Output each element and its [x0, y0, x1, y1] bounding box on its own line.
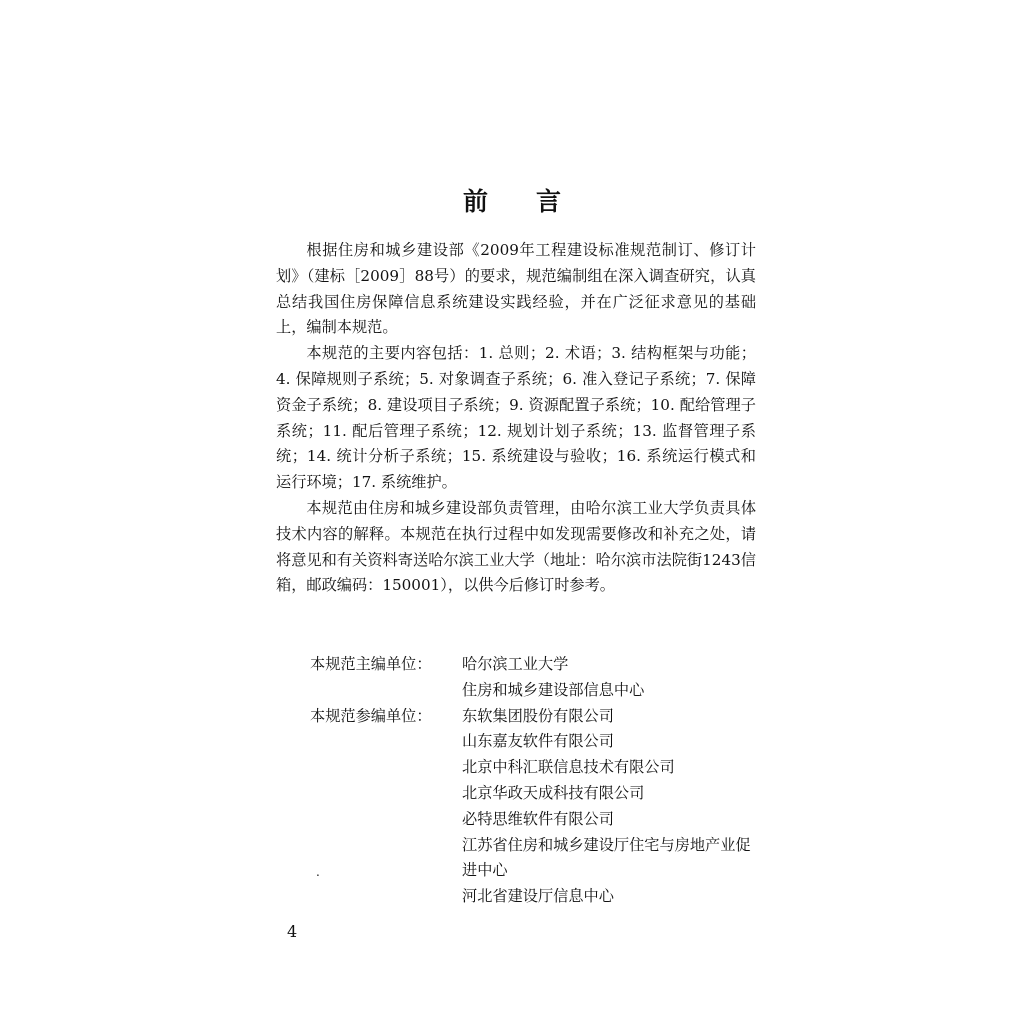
paragraph-background: 根据住房和城乡建设部《2009年工程建设标准规范制订、修订计划》（建标［2009］88号）的要求，规范编制组在深入调查研究，认真总结我国住房保障信息系统建设实践经验，并在广泛征求意见的基础上，编制本规范。: [276, 241, 756, 337]
chief-units-label: 本规范主编单位：: [310, 655, 432, 673]
list-item: 住房和城乡建设部信息中心: [462, 680, 645, 699]
paragraph-contents: 本规范的主要内容包括：1. 总则；2. 术语；3. 结构框架与功能；4. 保障规则子系统；5. 对象调查子系统；6. 准入登记子系统；7. 保障资金子系统；8. 建设项目子系统；9. 资源配置子系统；10. 配给管理子系统；11. 配后管理子系统；12. 规划计划子系统；13. 监督管理子系统；14. 统计分析子系统；15. 系统建设与验收；16. 系统运行模式和运行环境；17. 系统维护。: [276, 344, 756, 492]
preface-body: [276, 238, 756, 599]
list-item: 北京华政天成科技有限公司: [462, 783, 645, 802]
stray-mark: .: [316, 865, 320, 879]
list-item: 河北省建设厅信息中心: [462, 887, 614, 906]
participating-units-list: [462, 704, 756, 910]
list-item: 哈尔滨工业大学: [462, 655, 569, 673]
list-item: 必特思维软件有限公司: [462, 809, 614, 828]
page-title: 前言: [462, 187, 609, 216]
chief-units-list: [462, 652, 756, 704]
page-number: 4: [287, 922, 298, 941]
list-item: 北京中科汇联信息技术有限公司: [462, 758, 675, 777]
list-item: 山东嘉友软件有限公司: [462, 732, 614, 751]
list-item: 江苏省住房和城乡建设厅住宅与房地产业促进中心: [462, 835, 751, 880]
participating-units: [276, 704, 756, 910]
units-section: [276, 652, 756, 910]
participating-units-label: 本规范参编单位：: [310, 706, 432, 725]
paragraph-management: 本规范由住房和城乡建设部负责管理，由哈尔滨工业大学负责具体技术内容的解释。本规范在执行过程中如发现需要修改和补充之处，请将意见和有关资料寄送哈尔滨工业大学（地址：哈尔滨市法院街1243信箱，邮政编码：150001），以供今后修订时参考。: [276, 498, 756, 595]
chief-units: [276, 652, 756, 704]
list-item: 东软集团股份有限公司: [462, 706, 614, 725]
